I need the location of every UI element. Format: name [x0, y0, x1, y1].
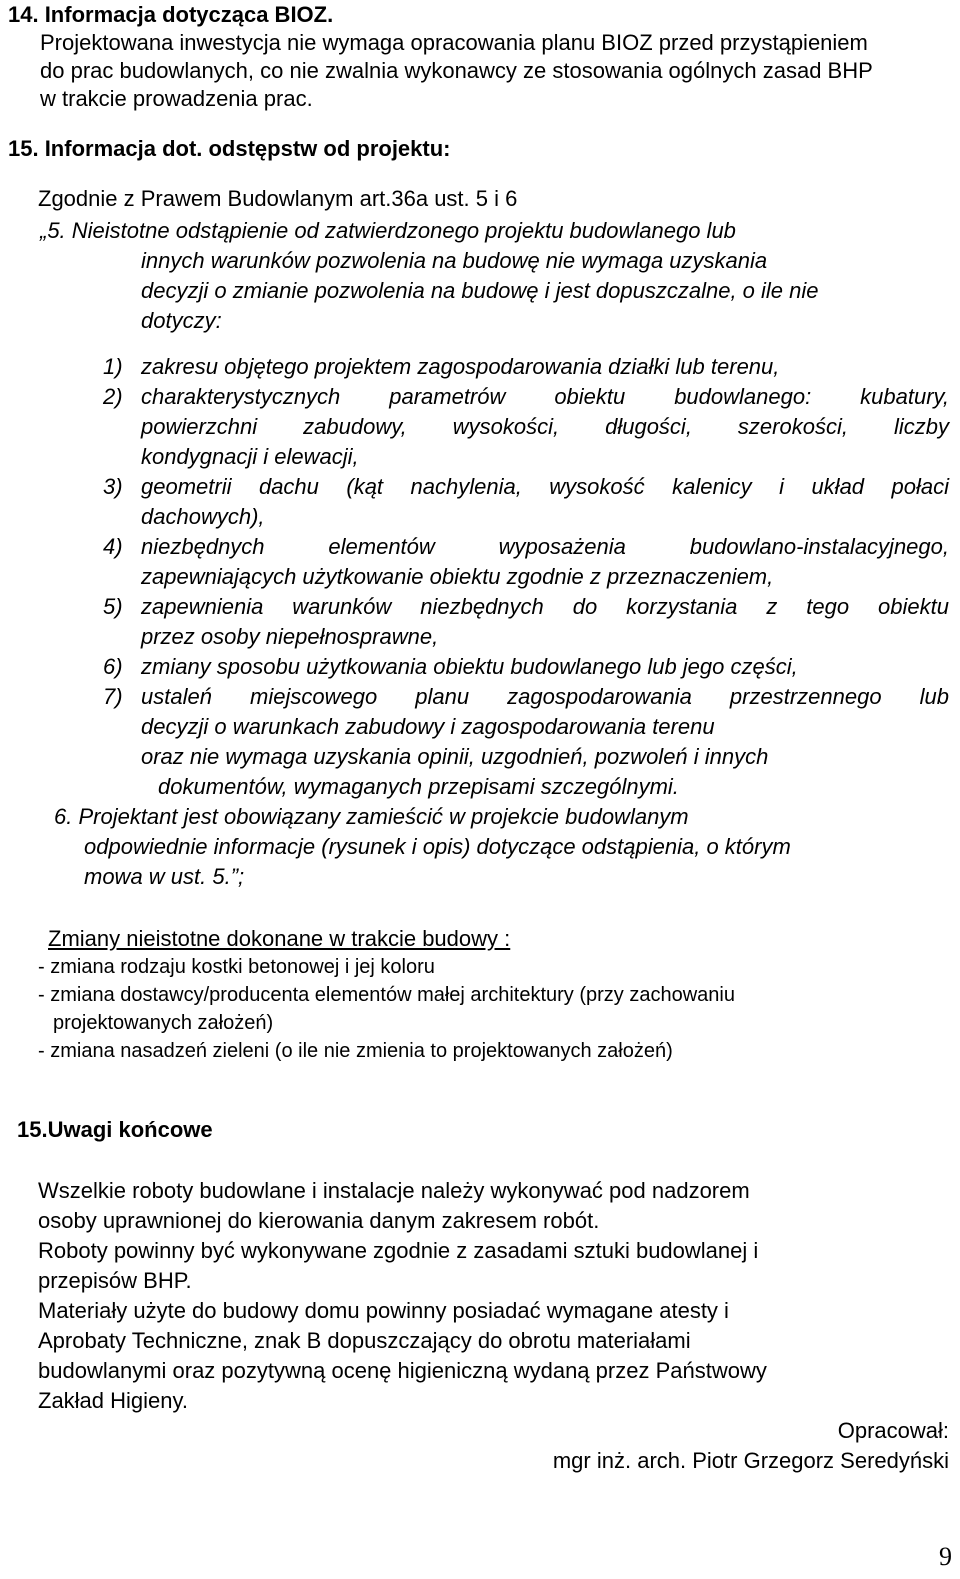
page-number: 9 — [939, 1542, 952, 1571]
change-item: - zmiana dostawcy/producenta elementów małej architektury (przy zachowaniu — [38, 984, 735, 1006]
list-item-line: zapewniających użytkowanie obiektu zgodnie z przeznaczeniem, — [141, 564, 774, 589]
section-14-line-1: Projektowana inwestycja nie wymaga opracowania planu BIOZ przed przystąpieniem — [40, 30, 868, 55]
item-number: 3) — [103, 474, 123, 499]
paragraph-6-line-3: mowa w ust. 5.”; — [84, 864, 245, 889]
section-14-line-2: do prac budowlanych, co nie zwalnia wykonawcy ze stosowania ogólnych zasad BHP — [40, 58, 873, 83]
signature-label: Opracował: — [837, 1418, 949, 1443]
remarks-line: Zakład Higieny. — [38, 1388, 188, 1413]
list-item-line: zmiany sposobu użytkowania obiektu budowlanego lub jego części, — [141, 654, 798, 679]
list-item-line: powierzchni zabudowy, wysokości, długości, szerokości, liczby — [141, 414, 949, 439]
final-remarks-heading: 15.Uwagi końcowe — [17, 1117, 213, 1142]
remarks-line: Aprobaty Techniczne, znak B dopuszczający do obrotu materiałami — [38, 1328, 691, 1353]
list-item-line: decyzji o warunkach zabudowy i zagospodarowania terenu — [141, 714, 715, 739]
list-item-line: dachowych), — [141, 504, 265, 529]
remarks-line: Materiały użyte do budowy domu powinny posiadać wymagane atesty i — [38, 1298, 729, 1323]
item-number: 7) — [103, 684, 123, 709]
list-item-line: kondygnacji i elewacji, — [141, 444, 359, 469]
paragraph-5-line-3: decyzji o zmianie pozwolenia na budowę i jest dopuszczalne, o ile nie — [141, 278, 819, 303]
list-item-line: zapewnienia warunków niezbędnych do korzystania z tego obiektu — [141, 594, 949, 619]
signature-name: mgr inż. arch. Piotr Grzegorz Seredyński — [552, 1448, 949, 1473]
changes-heading: Zmiany nieistotne dokonane w trakcie budowy : — [48, 926, 511, 951]
item-number: 6) — [103, 654, 123, 679]
closing-line-2: dokumentów, wymaganych przepisami szczególnymi. — [158, 774, 679, 799]
paragraph-6-line-2: odpowiednie informacje (rysunek i opis) dotyczące odstąpienia, o którym — [84, 834, 791, 859]
remarks-line: budowlanymi oraz pozytywną ocenę higieniczną wydaną przez Państwowy — [38, 1358, 767, 1383]
remarks-line: osoby uprawnionej do kierowania danym zakresem robót. — [38, 1208, 600, 1233]
paragraph-5-line-1: „5. Nieistotne odstąpienie od zatwierdzonego projektu budowlanego lub — [40, 218, 736, 243]
item-number: 2) — [103, 384, 123, 409]
law-reference: Zgodnie z Prawem Budowlanym art.36a ust. 5 i 6 — [38, 186, 518, 211]
section-14-line-3: w trakcie prowadzenia prac. — [40, 86, 313, 111]
section-15-heading: 15. Informacja dot. odstępstw od projektu: — [8, 136, 451, 161]
list-item-line: niezbędnych elementów wyposażenia budowlano-instalacyjnego, — [141, 534, 949, 559]
change-item: projektowanych założeń) — [53, 1012, 274, 1034]
list-item-line: zakresu objętego projektem zagospodarowania działki lub terenu, — [141, 354, 780, 379]
remarks-line: Roboty powinny być wykonywane zgodnie z zasadami sztuki budowlanej i — [38, 1238, 759, 1263]
paragraph-5-line-2: innych warunków pozwolenia na budowę nie wymaga uzyskania — [141, 248, 768, 273]
item-number: 4) — [103, 534, 123, 559]
list-item-line: charakterystycznych parametrów obiektu budowlanego: kubatury, — [141, 384, 949, 409]
section-14-heading: 14. Informacja dotycząca BIOZ. — [8, 2, 334, 27]
closing-line-1: oraz nie wymaga uzyskania opinii, uzgodnień, pozwoleń i innych — [141, 744, 769, 769]
list-item-line: ustaleń miejscowego planu zagospodarowania przestrzennego lub — [141, 684, 949, 709]
paragraph-5-line-4: dotyczy: — [141, 308, 222, 333]
paragraph-6-line-1: 6. Projektant jest obowiązany zamieścić w projekcie budowlanym — [54, 804, 689, 829]
list-item-line: przez osoby niepełnosprawne, — [141, 624, 439, 649]
change-item: - zmiana rodzaju kostki betonowej i jej koloru — [38, 956, 435, 978]
remarks-line: przepisów BHP. — [38, 1268, 192, 1293]
remarks-line: Wszelkie roboty budowlane i instalacje należy wykonywać pod nadzorem — [38, 1178, 750, 1203]
item-number: 1) — [103, 354, 123, 379]
change-item: - zmiana nasadzeń zieleni (o ile nie zmienia to projektowanych założeń) — [38, 1040, 673, 1062]
item-number: 5) — [103, 594, 123, 619]
list-item-line: geometrii dachu (kąt nachylenia, wysokość kalenicy i układ połaci — [141, 474, 949, 499]
